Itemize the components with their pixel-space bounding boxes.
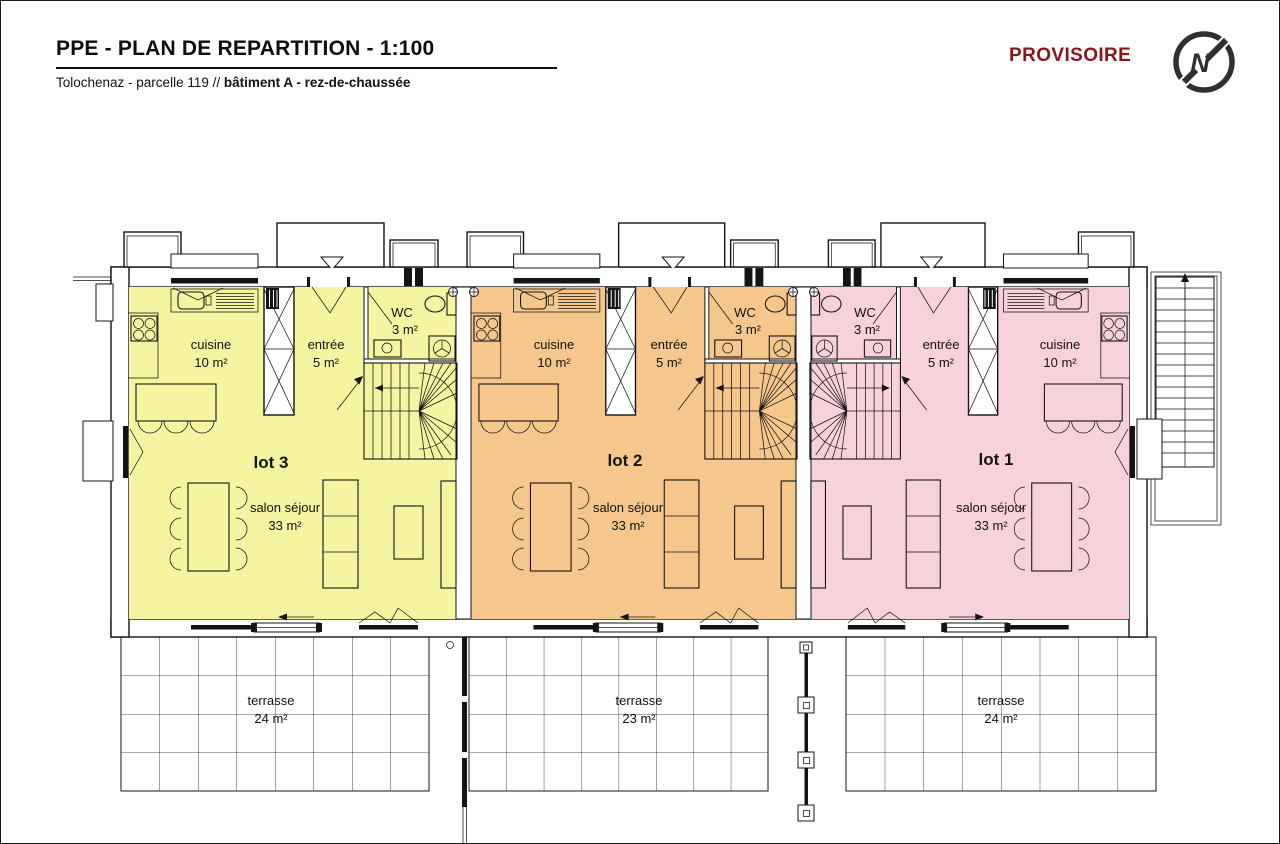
terrace-divider-wall [447,637,469,844]
lot-label: lot 3 [253,453,289,472]
room-label: salon séjour [592,500,664,515]
floor-plan-drawing [1,1,1280,844]
terrace-fence [798,642,814,821]
room-area: 3 m² [392,322,418,337]
side-window [123,426,128,478]
terrace-area: 24 m² [984,711,1018,726]
room-area: 5 m² [928,355,954,370]
stair-landing [1137,419,1162,479]
side-window [1130,426,1135,478]
terrace-label: terrasse [977,693,1025,708]
terrace-area: 23 m² [622,711,656,726]
room-area: 3 m² [854,322,880,337]
room-area: 33 m² [974,518,1008,533]
terrace-area: 24 m² [254,711,288,726]
room-label: WC [854,305,876,320]
room-label: cuisine [190,337,232,352]
party-wall [796,287,811,619]
subtitle-building: bâtiment A - rez-de-chaussée [223,75,411,90]
room-label: entrée [650,337,688,352]
terrace-label: terrasse [615,693,663,708]
room-area: 5 m² [656,355,682,370]
room-label: entrée [307,337,345,352]
room-label: salon séjour [955,500,1027,515]
provisional-stamp: PROVISOIRE [1009,45,1132,66]
room-area: 3 m² [735,322,761,337]
terraces [121,637,1156,844]
north-letter: N [1190,48,1210,78]
room-label: entrée [922,337,960,352]
terrace-label: terrasse [247,693,295,708]
room-label: cuisine [1039,337,1081,352]
lot-label: lot 2 [607,451,643,470]
subtitle-location: Tolochenaz - parcelle 119 // [56,75,224,90]
room-label: salon séjour [249,500,321,515]
terrace-lot2 [469,637,768,791]
room-label: cuisine [533,337,575,352]
room-area: 5 m² [313,355,339,370]
room-label: WC [734,305,756,320]
room-label: WC [391,305,413,320]
room-area: 10 m² [194,355,228,370]
room-area: 10 m² [1043,355,1077,370]
page-title: PPE - PLAN DE REPARTITION - 1:100 [56,37,557,69]
room-area: 10 m² [537,355,571,370]
lot-label: lot 1 [978,450,1014,469]
party-wall [456,287,471,619]
room-area: 33 m² [268,518,302,533]
room-area: 33 m² [611,518,645,533]
